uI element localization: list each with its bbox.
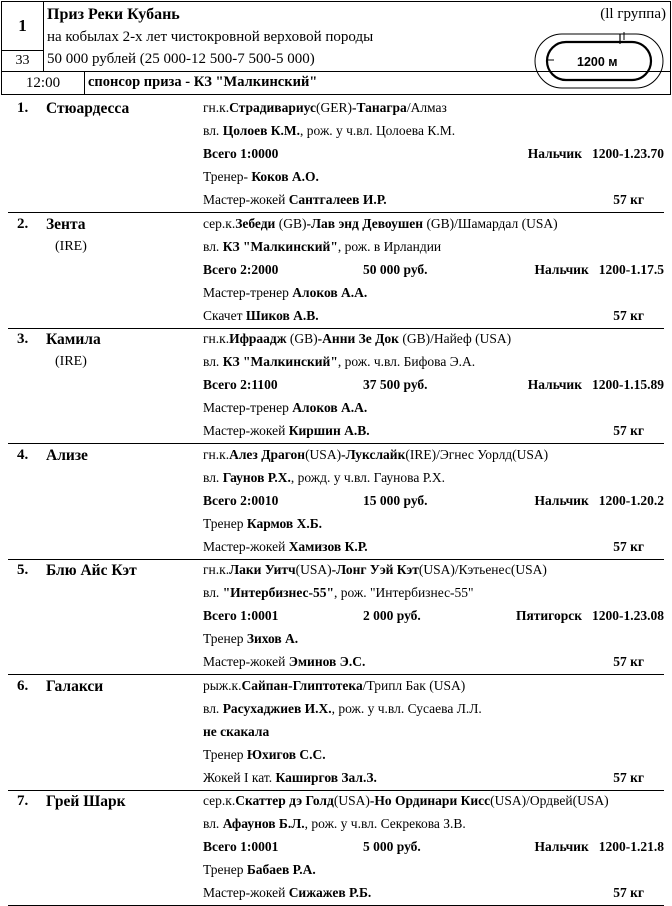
pedigree-color: сер.к. bbox=[203, 215, 236, 231]
weight: 57 кг bbox=[613, 654, 644, 669]
pedigree-dash: - bbox=[317, 331, 323, 346]
entry-number: 2. bbox=[17, 215, 29, 232]
entry-row bbox=[0, 98, 672, 213]
record: Всего 1:0001 bbox=[203, 608, 279, 623]
entry-row bbox=[0, 329, 672, 444]
pedigree-damsire: (GB)/Найеф (USA) bbox=[398, 331, 512, 346]
entry-number: 5. bbox=[17, 562, 29, 578]
horse-name: Зента bbox=[46, 215, 86, 233]
owner-prefix: вл. bbox=[203, 700, 220, 716]
jockey-name: Сантгалеев И.Р. bbox=[288, 192, 387, 207]
owner-prefix: вл. bbox=[203, 816, 220, 831]
jockey-name: Хамизов К.Р. bbox=[288, 538, 368, 554]
trainer-name: Юхигов С.С. bbox=[246, 746, 326, 762]
race-time: 12:00 bbox=[1, 71, 85, 95]
jockey-name: Эминов Э.С. bbox=[288, 654, 366, 669]
race-conditions: на кобылах 2-х лет чистокровной верховой породы bbox=[47, 29, 374, 45]
pedigree-sire: Скаттер дэ Голд bbox=[235, 793, 334, 808]
breeder-info: , рож. у ч.вл. Цолоева К.М. bbox=[300, 123, 456, 138]
weight: 57 кг bbox=[613, 769, 644, 785]
race-number: 1 bbox=[1, 1, 44, 51]
pedigree bbox=[203, 447, 548, 463]
trainer-name: Бабаев Р.А. bbox=[246, 862, 316, 877]
trainer-title: Мастер-тренер bbox=[203, 400, 289, 415]
record: Всего 1:0000 bbox=[203, 146, 279, 161]
owner-prefix: вл. bbox=[203, 354, 220, 369]
pedigree-color: гн.к. bbox=[203, 562, 230, 577]
entry-number: 3. bbox=[17, 331, 29, 347]
record: Всего 2:2000 bbox=[203, 261, 279, 277]
pedigree-dam: Лонг Уэй Кэт bbox=[336, 562, 419, 577]
track-distance: 1200 м bbox=[577, 55, 618, 69]
best-time: 1200-1.20.2 bbox=[598, 492, 664, 508]
pedigree-dash: - bbox=[369, 793, 375, 808]
best-time: 1200-1.21.8 bbox=[598, 839, 664, 854]
best-result bbox=[535, 262, 664, 278]
entry-number: 7. bbox=[17, 793, 29, 809]
trainer-line bbox=[203, 285, 367, 301]
jockey-title: Мастер-жокей bbox=[203, 538, 286, 554]
best-result bbox=[516, 608, 664, 624]
pedigree-damsire: (IRE)/Эгнес Уорлд(USA) bbox=[405, 446, 549, 462]
pedigree bbox=[203, 678, 465, 694]
pedigree bbox=[203, 793, 609, 809]
pedigree-color: гн.к. bbox=[203, 446, 230, 462]
best-track: Нальчик bbox=[534, 261, 589, 277]
best-result bbox=[528, 377, 664, 393]
owner-name: Афаунов Б.Л. bbox=[222, 816, 305, 831]
entry-row bbox=[0, 560, 672, 675]
pedigree-dash: - bbox=[306, 215, 311, 231]
best-track: Нальчик bbox=[534, 839, 589, 854]
weight: 57 кг bbox=[613, 307, 644, 323]
breeder-info: , рож. у ч.вл. Секрекова З.В. bbox=[304, 816, 466, 831]
earnings: 50 000 руб. bbox=[363, 261, 428, 277]
pedigree-sire-origin: (GB) bbox=[275, 215, 307, 231]
earnings: 2 000 руб. bbox=[363, 608, 421, 623]
earnings: 5 000 руб. bbox=[363, 839, 421, 854]
best-result bbox=[654, 724, 664, 740]
best-track: Нальчик bbox=[534, 492, 589, 508]
owner-name: КЗ "Малкинский" bbox=[222, 238, 338, 254]
owner-name: Цолоев К.М. bbox=[222, 123, 301, 138]
best-result bbox=[535, 839, 664, 855]
pedigree-color: гн.к. bbox=[203, 331, 230, 346]
entry-row bbox=[0, 214, 672, 329]
race-sponsor: спонсор приза - КЗ "Малкинский" bbox=[88, 74, 318, 90]
trainer-title: Тренер- bbox=[203, 169, 248, 184]
pedigree-dam: Анни Зе Док bbox=[322, 331, 399, 346]
record: Всего 1:0001 bbox=[203, 839, 279, 854]
entry-number: 6. bbox=[17, 677, 29, 694]
breeder-info: , рож. у ч.вл. Сусаева Л.Л. bbox=[331, 700, 482, 716]
owner-line bbox=[203, 585, 474, 601]
entry-row bbox=[0, 445, 672, 560]
owner-line bbox=[203, 239, 441, 255]
entry-row bbox=[0, 791, 672, 906]
pedigree bbox=[203, 331, 511, 347]
weight: 57 кг bbox=[613, 423, 644, 438]
pedigree-dam: Танагра bbox=[356, 100, 407, 115]
owner-name: Расухаджиев И.Х. bbox=[222, 700, 332, 716]
owner-line bbox=[203, 816, 466, 832]
race-prize: 50 000 рублей (25 000-12 500-7 500-5 000) bbox=[47, 51, 315, 67]
owner-line bbox=[203, 123, 455, 139]
race-group: (ll группа) bbox=[600, 6, 666, 22]
pedigree-dam: Лав энд Девоушен bbox=[310, 215, 424, 231]
owner-line bbox=[203, 470, 445, 486]
owner-name: Гаунов Р.Х. bbox=[222, 469, 291, 485]
jockey-title: Мастер-жокей bbox=[203, 192, 286, 207]
best-time: 1200-1.17.5 bbox=[598, 261, 664, 277]
pedigree-sire: Сайпан bbox=[241, 677, 289, 693]
jockey-name: Шиков А.В. bbox=[245, 307, 319, 323]
race-title: Приз Реки Кубань bbox=[47, 6, 180, 23]
pedigree-dash: - bbox=[288, 677, 293, 693]
owner-name: "Интербизнес-55" bbox=[222, 585, 334, 600]
pedigree-sire: Алез Драгон bbox=[229, 446, 306, 462]
jockey-line bbox=[203, 770, 377, 786]
pedigree-sire: Страдивариус bbox=[229, 100, 316, 115]
pedigree-dash: - bbox=[351, 100, 357, 115]
pedigree-sire-origin: (GER) bbox=[315, 100, 352, 115]
pedigree bbox=[203, 562, 547, 578]
weight: 57 кг bbox=[613, 885, 644, 900]
owner-prefix: вл. bbox=[203, 123, 220, 138]
trainer-line bbox=[203, 631, 298, 647]
jockey-line bbox=[203, 423, 370, 439]
best-track: Нальчик bbox=[527, 146, 582, 161]
jockey-title: Мастер-жокей bbox=[203, 654, 286, 669]
earnings: 15 000 руб. bbox=[363, 492, 428, 508]
best-time: 1200-1.23.70 bbox=[592, 146, 664, 161]
pedigree bbox=[203, 216, 558, 232]
entry-number: 1. bbox=[17, 100, 29, 116]
trainer-name: Алоков А.А. bbox=[292, 284, 368, 300]
trainer-title: Тренер bbox=[203, 631, 244, 646]
horse-name: Грей Шарк bbox=[46, 793, 126, 810]
pedigree-sire-origin: (USA) bbox=[333, 793, 370, 808]
record: Всего 2:1100 bbox=[203, 377, 278, 392]
jockey-title: Мастер-жокей bbox=[203, 885, 286, 900]
trainer-line bbox=[203, 747, 326, 763]
record: Всего 2:0010 bbox=[203, 492, 279, 508]
trainer-title: Мастер-тренер bbox=[203, 284, 289, 300]
pedigree-damsire: (USA)/Кэтьенес(USA) bbox=[418, 562, 547, 577]
horse-origin: (IRE) bbox=[55, 354, 87, 369]
pedigree-damsire: (USA)/Ордвей(USA) bbox=[490, 793, 609, 808]
earnings: 37 500 руб. bbox=[363, 377, 428, 392]
pedigree-dam: Глиптотека bbox=[292, 677, 363, 693]
owner-name: КЗ "Малкинский" bbox=[222, 354, 338, 369]
pedigree-dam: Но Ординари Кисс bbox=[374, 793, 491, 808]
trainer-title: Тренер bbox=[203, 862, 244, 877]
pedigree-dam: Лукслайк bbox=[345, 446, 406, 462]
owner-line bbox=[203, 701, 482, 717]
pedigree-sire-origin: (USA) bbox=[295, 562, 332, 577]
owner-prefix: вл. bbox=[203, 585, 220, 600]
owner-prefix: вл. bbox=[203, 238, 220, 254]
trainer-line bbox=[203, 516, 322, 532]
breeder-info: , рожд. у ч.вл. Гаунова Р.Х. bbox=[290, 469, 446, 485]
jockey-line bbox=[203, 654, 365, 670]
jockey-name: Сижажев Р.Б. bbox=[288, 885, 372, 900]
best-track: Нальчик bbox=[527, 377, 582, 392]
jockey-title: Скачет bbox=[203, 307, 243, 323]
jockey-title: Жокей I кат. bbox=[203, 769, 273, 785]
weight: 57 кг bbox=[613, 538, 644, 554]
pedigree bbox=[203, 100, 447, 116]
pedigree-dash: - bbox=[341, 446, 346, 462]
pedigree-sire-origin: (USA) bbox=[305, 446, 342, 462]
horse-name: Ализе bbox=[46, 446, 88, 464]
best-time: 1200-1.15.89 bbox=[592, 377, 664, 392]
horse-name: Галакси bbox=[46, 677, 104, 695]
jockey-title: Мастер-жокей bbox=[203, 423, 286, 438]
trainer-line bbox=[203, 862, 316, 878]
record: не скакала bbox=[203, 723, 270, 739]
trainer-line bbox=[203, 400, 367, 416]
jockey-line bbox=[203, 308, 319, 324]
best-result bbox=[528, 146, 664, 162]
breeder-info: , рож. "Интербизнес-55" bbox=[333, 585, 474, 600]
weight: 57 кг bbox=[613, 192, 644, 207]
best-time: 1200-1.23.08 bbox=[592, 608, 664, 623]
entry-number: 4. bbox=[17, 446, 29, 463]
horse-name: Стюардесса bbox=[46, 100, 130, 117]
best-track: Пятигорск bbox=[515, 608, 582, 623]
pedigree-sire-origin: (GB) bbox=[286, 331, 318, 346]
breeder-info: , рож. в Ирландии bbox=[337, 238, 442, 254]
pedigree-sire: Лаки Уитч bbox=[229, 562, 296, 577]
trainer-name: Зихов А. bbox=[246, 631, 299, 646]
pedigree-damsire: /Алмаз bbox=[406, 100, 447, 115]
pedigree-color: рыж.к. bbox=[203, 677, 242, 693]
jockey-line bbox=[203, 885, 371, 901]
jockey-name: Каширгов Зал.З. bbox=[275, 769, 377, 785]
trainer-title: Тренер bbox=[203, 515, 244, 531]
pedigree-color: гн.к. bbox=[203, 100, 230, 115]
pedigree-sire: Зебеди bbox=[235, 215, 276, 231]
pedigree-damsire: /Трипл Бак (USA) bbox=[362, 677, 466, 693]
owner-line bbox=[203, 354, 475, 370]
runners-count: 33 bbox=[1, 50, 44, 72]
horse-name: Блю Айс Кэт bbox=[46, 562, 137, 579]
trainer-name: Кармов Х.Б. bbox=[246, 515, 323, 531]
entry-row bbox=[0, 676, 672, 791]
owner-prefix: вл. bbox=[203, 469, 220, 485]
horse-origin: (IRE) bbox=[55, 238, 87, 254]
jockey-line bbox=[203, 539, 368, 555]
trainer-name: Коков А.О. bbox=[251, 169, 319, 184]
trainer-name: Алоков А.А. bbox=[292, 400, 368, 415]
pedigree-damsire: (GB)/Шамардал (USA) bbox=[423, 215, 558, 231]
pedigree-color: сер.к. bbox=[203, 793, 236, 808]
pedigree-sire: Ифраадж bbox=[229, 331, 287, 346]
pedigree-dash: - bbox=[331, 562, 337, 577]
jockey-name: Киршин А.В. bbox=[288, 423, 370, 438]
trainer-line bbox=[203, 169, 319, 185]
breeder-info: , рож. ч.вл. Бифова Э.А. bbox=[337, 354, 476, 369]
trainer-title: Тренер bbox=[203, 746, 247, 762]
horse-name: Камила bbox=[46, 331, 101, 348]
best-result bbox=[535, 493, 664, 509]
jockey-line bbox=[203, 192, 387, 208]
